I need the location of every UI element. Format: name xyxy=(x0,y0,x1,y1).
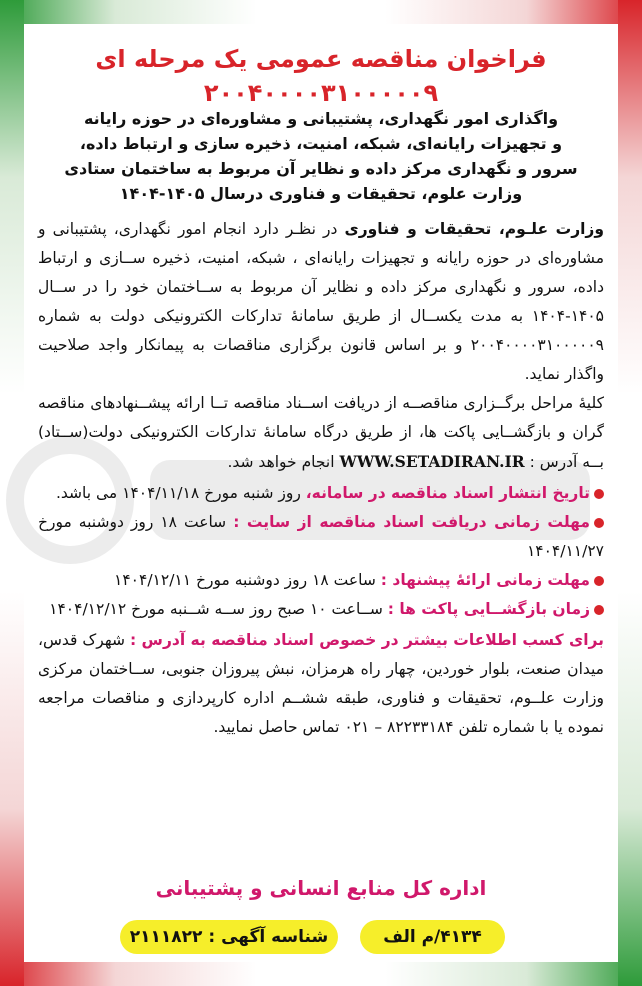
subtitle-line: سرور و نگهداری مرکز داده و نظایر آن مربوط به ساختمان ستادی xyxy=(64,159,578,178)
ad-id-badge: شناسه آگهی : ۲۱۱۱۸۲۲ xyxy=(120,920,338,954)
bullet-icon xyxy=(594,605,604,615)
organization-name: وزارت علـوم، تحقیقات و فناوری xyxy=(344,220,604,238)
schedule-item xyxy=(38,566,604,595)
schedule-item xyxy=(38,479,604,508)
process-text: کلیهٔ مراحل برگــزاری مناقصــه از دریافت اســناد مناقصه تــا ارائه پیشــنهادهای مناقصه گران و بازگشــایی پاکت ها، از طریق درگاه سامانهٔ تدارکات الکترونیکی دولت(ســتاد) بــه آدرس : xyxy=(38,394,604,471)
schedule-value: ساعت ۱۸ روز دوشنبه مورخ ۱۴۰۴/۱۲/۱۱ xyxy=(114,571,381,589)
frame-top-border xyxy=(0,0,642,24)
contact-text: شهرک قدس، میدان صنعت، بلوار خوردین، چهار راه هرمزان، نبش پیروزان جنوبی، ســاختمان مرکزی وزارت علــوم، تحقیقات و فناوری، طبقه ششــم اداره کارپردازی و مناقصات مراجعه نموده یا با شماره تلفن ۸۲۲۳۳۱۸۴ – ۰۲۱ تماس حاصل نمایید. xyxy=(38,631,604,736)
tender-title: فراخوان مناقصه عمومی یک مرحله ای ۲۰۰۴۰۰۰۰۳۱۰۰۰۰۰۹ xyxy=(95,45,547,107)
ad-number-badge: ۴۱۳۴/م الف xyxy=(360,920,505,954)
contact-label: برای کسب اطلاعات بیشتر در خصوص اسناد مناقصه به آدرس : xyxy=(129,631,604,649)
process-paragraph xyxy=(38,389,604,477)
setad-url-link[interactable]: WWW.SETADIRAN.IR xyxy=(339,452,525,471)
tender-body xyxy=(38,215,604,742)
department-name: اداره کل منابع انسانی و پشتیبانی xyxy=(155,876,487,900)
frame-bottom-border xyxy=(0,962,642,986)
schedule-label: زمان بازگشــایی پاکت ها : xyxy=(387,600,590,618)
schedule-item xyxy=(38,595,604,624)
bullet-icon xyxy=(594,576,604,586)
schedule-label: مهلت زمانی ارائهٔ پیشنهاد : xyxy=(380,571,590,589)
subtitle-line: و تجهیزات رایانه‌ای، شبکه، امنیت، ذخیره سازی و ارتباط داده، xyxy=(79,134,563,153)
bullet-icon xyxy=(594,518,604,528)
schedule-label: تاریخ انتشار اسناد مناقصه در سامانه، xyxy=(305,484,590,502)
bullet-icon xyxy=(594,489,604,499)
process-tail: انجام خواهد شد. xyxy=(227,453,340,471)
schedule-value: ساعت ۱۸ روز دوشنبه مورخ ۱۴۰۴/۱۱/۲۷ xyxy=(38,513,604,560)
intro-text: در نظـر دارد انجام امور نگهداری، پشتیبانی و مشاوره‌ای در حوزه رایانه و تجهیزات رایانه‌ای ، شبکه، امنیت، ذخیره ســازی و ارتباط داده، سرور و نگهداری مرکز داده و نظایر آن مربوط به ســاختمان خود را در ســال ۱۴۰۵-۱۴۰۴ به مدت یکســال از طریق سامانهٔ تدارکات الکترونیکی دولت به شماره ۲۰۰۴۰۰۰۰۳۱۰۰۰۰۰۹ و بر اساس قانون برگزاری مناقصات به پیمانکار واجد صلاحیت واگذار نماید. xyxy=(38,220,604,383)
frame-left-border xyxy=(0,0,24,986)
frame-right-border xyxy=(618,0,642,986)
contact-paragraph xyxy=(38,626,604,742)
intro-paragraph xyxy=(38,215,604,389)
schedule-value: ســاعت ۱۰ صبح روز ســه شــنبه مورخ ۱۴۰۴/۱۲/۱۲ xyxy=(49,600,388,618)
subtitle-line: وزارت علوم، تحقیقات و فناوری درسال ۱۴۰۵-۱۴۰۴ xyxy=(119,184,523,203)
schedule-item xyxy=(38,508,604,566)
schedule-value: روز شنبه مورخ ۱۴۰۴/۱۱/۱۸ می باشد. xyxy=(55,484,306,502)
schedule-label: مهلت زمانی دریافت اسناد مناقصه از سایت : xyxy=(233,513,590,531)
subtitle-line: واگذاری امور نگهداری، پشتیبانی و مشاوره‌ای در حوزه رایانه xyxy=(83,109,559,128)
tender-subtitle xyxy=(40,106,602,206)
